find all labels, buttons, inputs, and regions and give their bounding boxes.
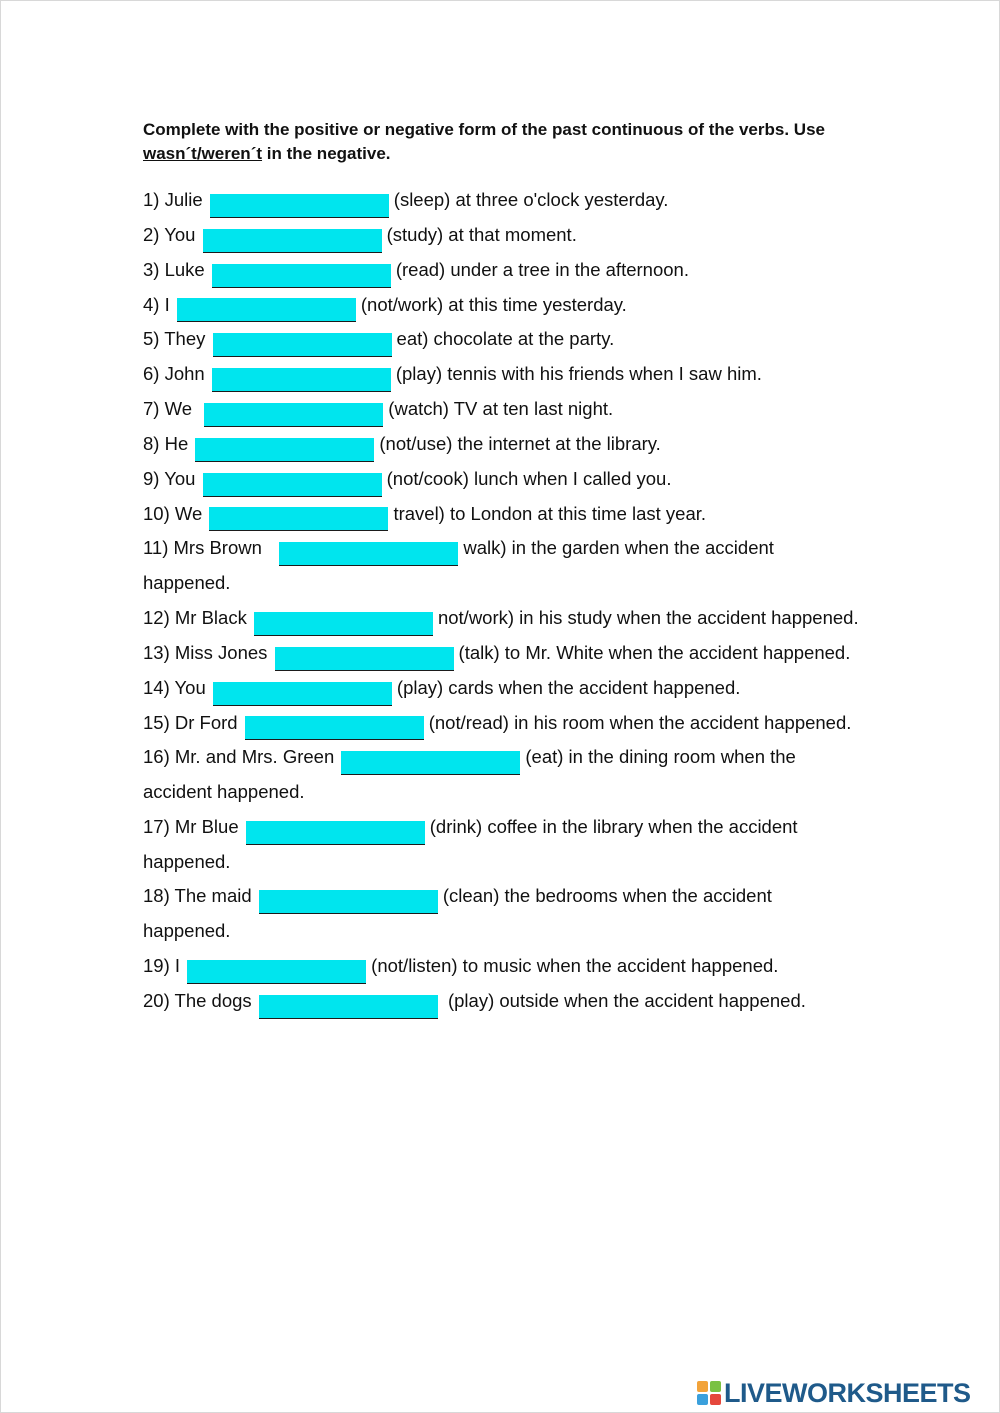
item-prefix: 13) Miss Jones (143, 641, 268, 663)
exercise-item (143, 497, 863, 532)
item-suffix: (study) at that moment. (386, 223, 577, 245)
exercise-item (143, 601, 863, 636)
answer-field[interactable] (213, 682, 392, 706)
exercise-item (143, 253, 863, 288)
answer-field[interactable] (246, 821, 425, 845)
item-suffix: (not/work) at this time yesterday. (360, 293, 627, 315)
item-suffix: eat) chocolate at the party. (396, 328, 615, 350)
item-suffix: (read) under a tree in the afternoon. (395, 258, 689, 280)
answer-field[interactable] (177, 298, 356, 322)
item-suffix: (not/cook) lunch when I called you. (386, 467, 672, 489)
item-prefix: 10) We (143, 502, 203, 524)
item-suffix: (not/read) in his room when the accident happened. (428, 711, 852, 733)
item-prefix: 8) He (143, 432, 189, 454)
exercise-item (143, 322, 863, 357)
exercise-item (143, 392, 863, 427)
answer-field[interactable] (341, 751, 520, 775)
item-prefix: 9) You (143, 467, 196, 489)
item-suffix: (clean) the bedrooms when the accident happened. (143, 885, 772, 942)
item-prefix: 15) Dr Ford (143, 711, 238, 733)
answer-field[interactable] (259, 995, 438, 1019)
instructions (143, 118, 863, 166)
item-suffix: (not/use) the internet at the library. (379, 432, 661, 454)
answer-field[interactable] (203, 229, 382, 253)
exercise-item (143, 671, 863, 706)
item-suffix: (play) cards when the accident happened. (396, 676, 741, 698)
item-prefix: 6) John (143, 363, 205, 385)
item-prefix: 20) The dogs (143, 989, 252, 1011)
item-prefix: 4) I (143, 293, 170, 315)
liveworksheets-logo (697, 1378, 971, 1408)
answer-field[interactable] (195, 438, 374, 462)
item-suffix: travel) to London at this time last year. (393, 502, 707, 524)
exercise-item (143, 810, 863, 880)
item-suffix: (drink) coffee in the library when the accident happened. (143, 815, 798, 872)
item-suffix: (talk) to Mr. White when the accident happened. (458, 641, 851, 663)
item-prefix: 17) Mr Blue (143, 815, 239, 837)
item-suffix: (not/listen) to music when the accident happened. (371, 955, 779, 976)
answer-field[interactable] (212, 264, 391, 288)
item-prefix: 2) You (143, 223, 196, 245)
exercise-item (143, 740, 863, 810)
item-prefix: 11) Mrs Brown (143, 537, 262, 559)
answer-field[interactable] (245, 716, 424, 740)
instructions-underlined-text: wasn´t/weren´t (143, 144, 263, 163)
item-suffix: (watch) TV at ten last night. (388, 398, 614, 420)
item-prefix: 1) Julie (143, 189, 203, 210)
answer-field[interactable] (209, 507, 388, 531)
item-prefix: 14) You (143, 676, 206, 698)
item-prefix: 3) Luke (143, 258, 205, 280)
answer-field[interactable] (254, 612, 433, 636)
answer-field[interactable] (259, 890, 438, 914)
answer-field[interactable] (187, 960, 366, 984)
answer-field[interactable] (213, 333, 392, 357)
answer-field[interactable] (210, 194, 389, 218)
exercise-item (143, 636, 863, 671)
exercise-item (143, 288, 863, 323)
exercise-item (143, 531, 863, 601)
exercise-item (143, 427, 863, 462)
exercise-item (143, 218, 863, 253)
item-suffix: (play) outside when the accident happened. (447, 989, 806, 1011)
item-prefix: 16) Mr. and Mrs. Green (143, 746, 335, 768)
item-prefix: 18) The maid (143, 885, 252, 907)
instructions-text-1: Complete with the positive or negative form of the past continuous of the verbs. Use (143, 120, 825, 139)
answer-field[interactable] (212, 368, 391, 392)
instructions-text-2: in the negative. (262, 144, 391, 163)
exercise-list (143, 183, 863, 1019)
item-prefix: 5) They (143, 328, 206, 350)
item-suffix: walk) in the garden when the accident happened. (143, 537, 774, 594)
item-suffix: (play) tennis with his friends when I saw him. (395, 363, 762, 385)
item-prefix: 19) I (143, 955, 181, 976)
item-suffix: (eat) in the dining room when the accident happened. (143, 746, 796, 803)
answer-field[interactable] (275, 647, 454, 671)
exercise-item (143, 984, 863, 1019)
exercise-item (143, 462, 863, 497)
exercise-item (143, 949, 863, 984)
exercise-item (143, 706, 863, 741)
answer-field[interactable] (279, 542, 458, 566)
item-prefix: 12) Mr Black (143, 606, 247, 628)
liveworksheets-logo-icon (697, 1381, 721, 1405)
item-prefix: 7) We (143, 398, 193, 420)
item-suffix: (sleep) at three o'clock yesterday. (393, 189, 669, 210)
exercise-item (143, 357, 863, 392)
item-suffix: not/work) in his study when the accident happened. (437, 606, 859, 628)
exercise-item (143, 183, 863, 218)
logo-text: LIVEWORKSHEETS (724, 1377, 971, 1408)
exercise-item (143, 879, 863, 949)
answer-field[interactable] (203, 473, 382, 497)
answer-field[interactable] (204, 403, 383, 427)
